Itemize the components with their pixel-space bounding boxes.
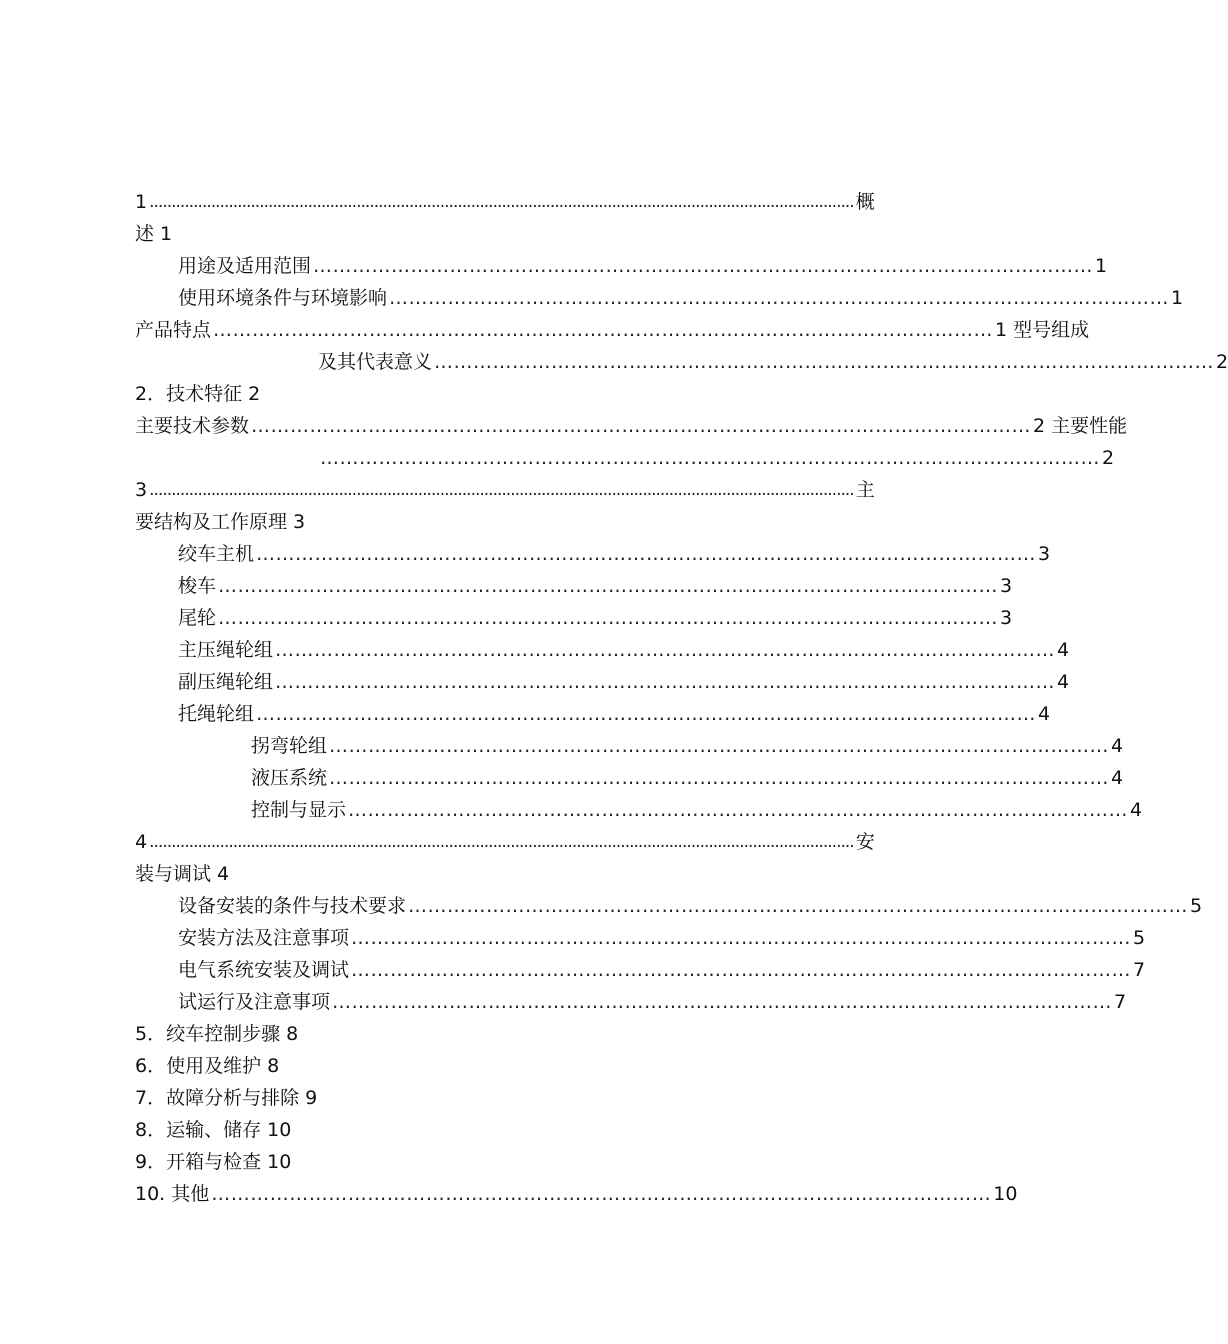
dot-leader: ………………………………………………………………………………………………………… (348, 799, 1129, 821)
dot-leader: ………………………………………………………………………………………………………… (389, 287, 1170, 309)
toc-entry-page: 3 (1000, 575, 1013, 597)
toc-entry-page: 7 (1133, 959, 1146, 981)
toc-entry-page: 3 (1000, 607, 1013, 629)
dot-leader: ………………………………………………………………………………………………………… (275, 671, 1056, 693)
toc-entry-text: 2．技术特征 2 (135, 383, 261, 405)
toc-entry-text: 8．运输、储存 10 (135, 1119, 292, 1141)
dot-leader: ………………………………………………………………………………………………………… (320, 447, 1100, 469)
toc-entry-page: 5 (1190, 895, 1203, 917)
dot-leader: ………………………………………………………………………………………………………… (251, 415, 1032, 437)
toc-line-18 (251, 730, 1124, 762)
toc-line-7 (135, 378, 817, 410)
toc-entry-text: 设备安装的条件与技术要求 (178, 895, 407, 917)
toc-line-14 (178, 602, 1013, 634)
toc-line-8 (135, 410, 1128, 442)
toc-line-16 (178, 666, 1070, 698)
dot-leader: ………………………………………………………………………………………………………… (256, 543, 1037, 565)
toc-line-19 (251, 762, 1124, 794)
toc-entry-text: 尾轮 (178, 607, 217, 629)
toc-line-24 (178, 922, 1146, 954)
toc-entry-page: 1 型号组成 (995, 319, 1090, 341)
toc-line-25 (178, 954, 1146, 986)
toc-entry-page: 2 主要性能 (1033, 415, 1128, 437)
toc-line-30 (135, 1114, 817, 1146)
dot-leader: ................................................................................................................................................................ (149, 480, 854, 500)
toc-line-23 (178, 890, 1203, 922)
toc-entry-text: 托绳轮组 (178, 703, 255, 725)
toc-entry-page: 4 (1057, 639, 1070, 661)
toc-line-17 (178, 698, 1051, 730)
toc-entry-text: 述 1 (135, 223, 173, 245)
toc-entry-page: 概 (855, 191, 875, 213)
toc-line-28 (135, 1050, 817, 1082)
toc-line-2 (135, 218, 817, 250)
toc-entry-text: 安装方法及注意事项 (178, 927, 350, 949)
toc-line-1 (135, 186, 875, 218)
toc-line-10 (135, 474, 875, 506)
toc-line-15 (178, 634, 1070, 666)
dot-leader: ................................................................................................................................................................ (149, 832, 854, 852)
dot-leader: ………………………………………………………………………………………………………… (218, 575, 999, 597)
toc-entry-text: 及其代表意义 (318, 351, 433, 373)
toc-line-13 (178, 570, 1013, 602)
dot-leader: ………………………………………………………………………………………………………… (313, 255, 1094, 277)
toc-entry-text: 试运行及注意事项 (178, 991, 331, 1013)
toc-entry-page: 4 (1057, 671, 1070, 693)
dot-leader: ………………………………………………………………………………………………………… (329, 767, 1110, 789)
toc-entry-text: 梭车 (178, 575, 217, 597)
toc-entry-text: 液压系统 (251, 767, 328, 789)
dot-leader: ………………………………………………………………………………………………………… (351, 927, 1132, 949)
toc-line-12 (178, 538, 1051, 570)
toc-entry-text: 1 (135, 191, 148, 213)
toc-entry-text: 主要技术参数 (135, 415, 250, 437)
toc-entry-text: 使用环境条件与环境影响 (178, 287, 388, 309)
dot-leader: ………………………………………………………………………………………………………… (434, 351, 1215, 373)
toc-line-4 (178, 282, 1184, 314)
toc-entry-text: 控制与显示 (251, 799, 347, 821)
toc-entry-page: 4 (1130, 799, 1143, 821)
toc-entry-page: 5 (1133, 927, 1146, 949)
dot-leader: ………………………………………………………………………………………………………… (332, 991, 1113, 1013)
toc-entry-page: 10 (993, 1183, 1018, 1205)
toc-entry-page: 2 (1216, 351, 1228, 373)
toc-line-29 (135, 1082, 817, 1114)
toc-line-31 (135, 1146, 817, 1178)
toc-entry-page: 4 (1111, 735, 1124, 757)
toc-entry-text: 6．使用及维护 8 (135, 1055, 280, 1077)
dot-leader: ………………………………………………………………………………………………………… (211, 1183, 992, 1205)
toc-entry-text: 9．开箱与检查 10 (135, 1151, 292, 1173)
toc-entry-text: 5．绞车控制步骤 8 (135, 1023, 299, 1045)
dot-leader: ................................................................................................................................................................ (149, 192, 854, 212)
dot-leader: ………………………………………………………………………………………………………… (275, 639, 1056, 661)
toc-line-27 (135, 1018, 817, 1050)
toc-line-5 (135, 314, 1090, 346)
toc-entry-text: 3 (135, 479, 148, 501)
toc-line-20 (251, 794, 1143, 826)
toc-entry-text: 装与调试 4 (135, 863, 230, 885)
toc-entry-page: 7 (1114, 991, 1127, 1013)
toc-line-6 (318, 346, 1228, 378)
toc-entry-page: 1 (1095, 255, 1108, 277)
dot-leader: ………………………………………………………………………………………………………… (329, 735, 1110, 757)
toc-entry-text: 主压绳轮组 (178, 639, 274, 661)
toc-entry-page: 4 (1111, 767, 1124, 789)
dot-leader: ………………………………………………………………………………………………………… (256, 703, 1037, 725)
toc-entry-text: 要结构及工作原理 3 (135, 511, 306, 533)
toc-entry-text: 产品特点 (135, 319, 212, 341)
toc-entry-text: 7．故障分析与排除 9 (135, 1087, 318, 1109)
toc-line-11 (135, 506, 817, 538)
toc-line-9 (318, 442, 1115, 474)
toc-entry-text: 4 (135, 831, 148, 853)
toc-entry-text: 绞车主机 (178, 543, 255, 565)
toc-line-22 (135, 858, 817, 890)
toc-entry-page: 主 (855, 479, 875, 501)
toc-entry-page: 3 (1038, 543, 1051, 565)
toc-entry-page: 2 (1102, 447, 1115, 469)
toc-entry-page: 安 (855, 831, 875, 853)
toc-entry-page: 4 (1038, 703, 1051, 725)
dot-leader: ………………………………………………………………………………………………………… (213, 319, 994, 341)
toc-line-21 (135, 826, 875, 858)
toc-entry-text: 拐弯轮组 (251, 735, 328, 757)
toc-line-3 (178, 250, 1108, 282)
toc-line-26 (178, 986, 1127, 1018)
toc-line-32 (135, 1178, 1018, 1210)
toc-entry-text: 电气系统安装及调试 (178, 959, 350, 981)
dot-leader: ………………………………………………………………………………………………………… (408, 895, 1189, 917)
dot-leader: ………………………………………………………………………………………………………… (218, 607, 999, 629)
toc-entry-text: 10. 其他 (135, 1183, 210, 1205)
toc-entry-text: 副压绳轮组 (178, 671, 274, 693)
toc-entry-page: 1 (1171, 287, 1184, 309)
dot-leader: ………………………………………………………………………………………………………… (351, 959, 1132, 981)
toc-entry-text: 用途及适用范围 (178, 255, 312, 277)
